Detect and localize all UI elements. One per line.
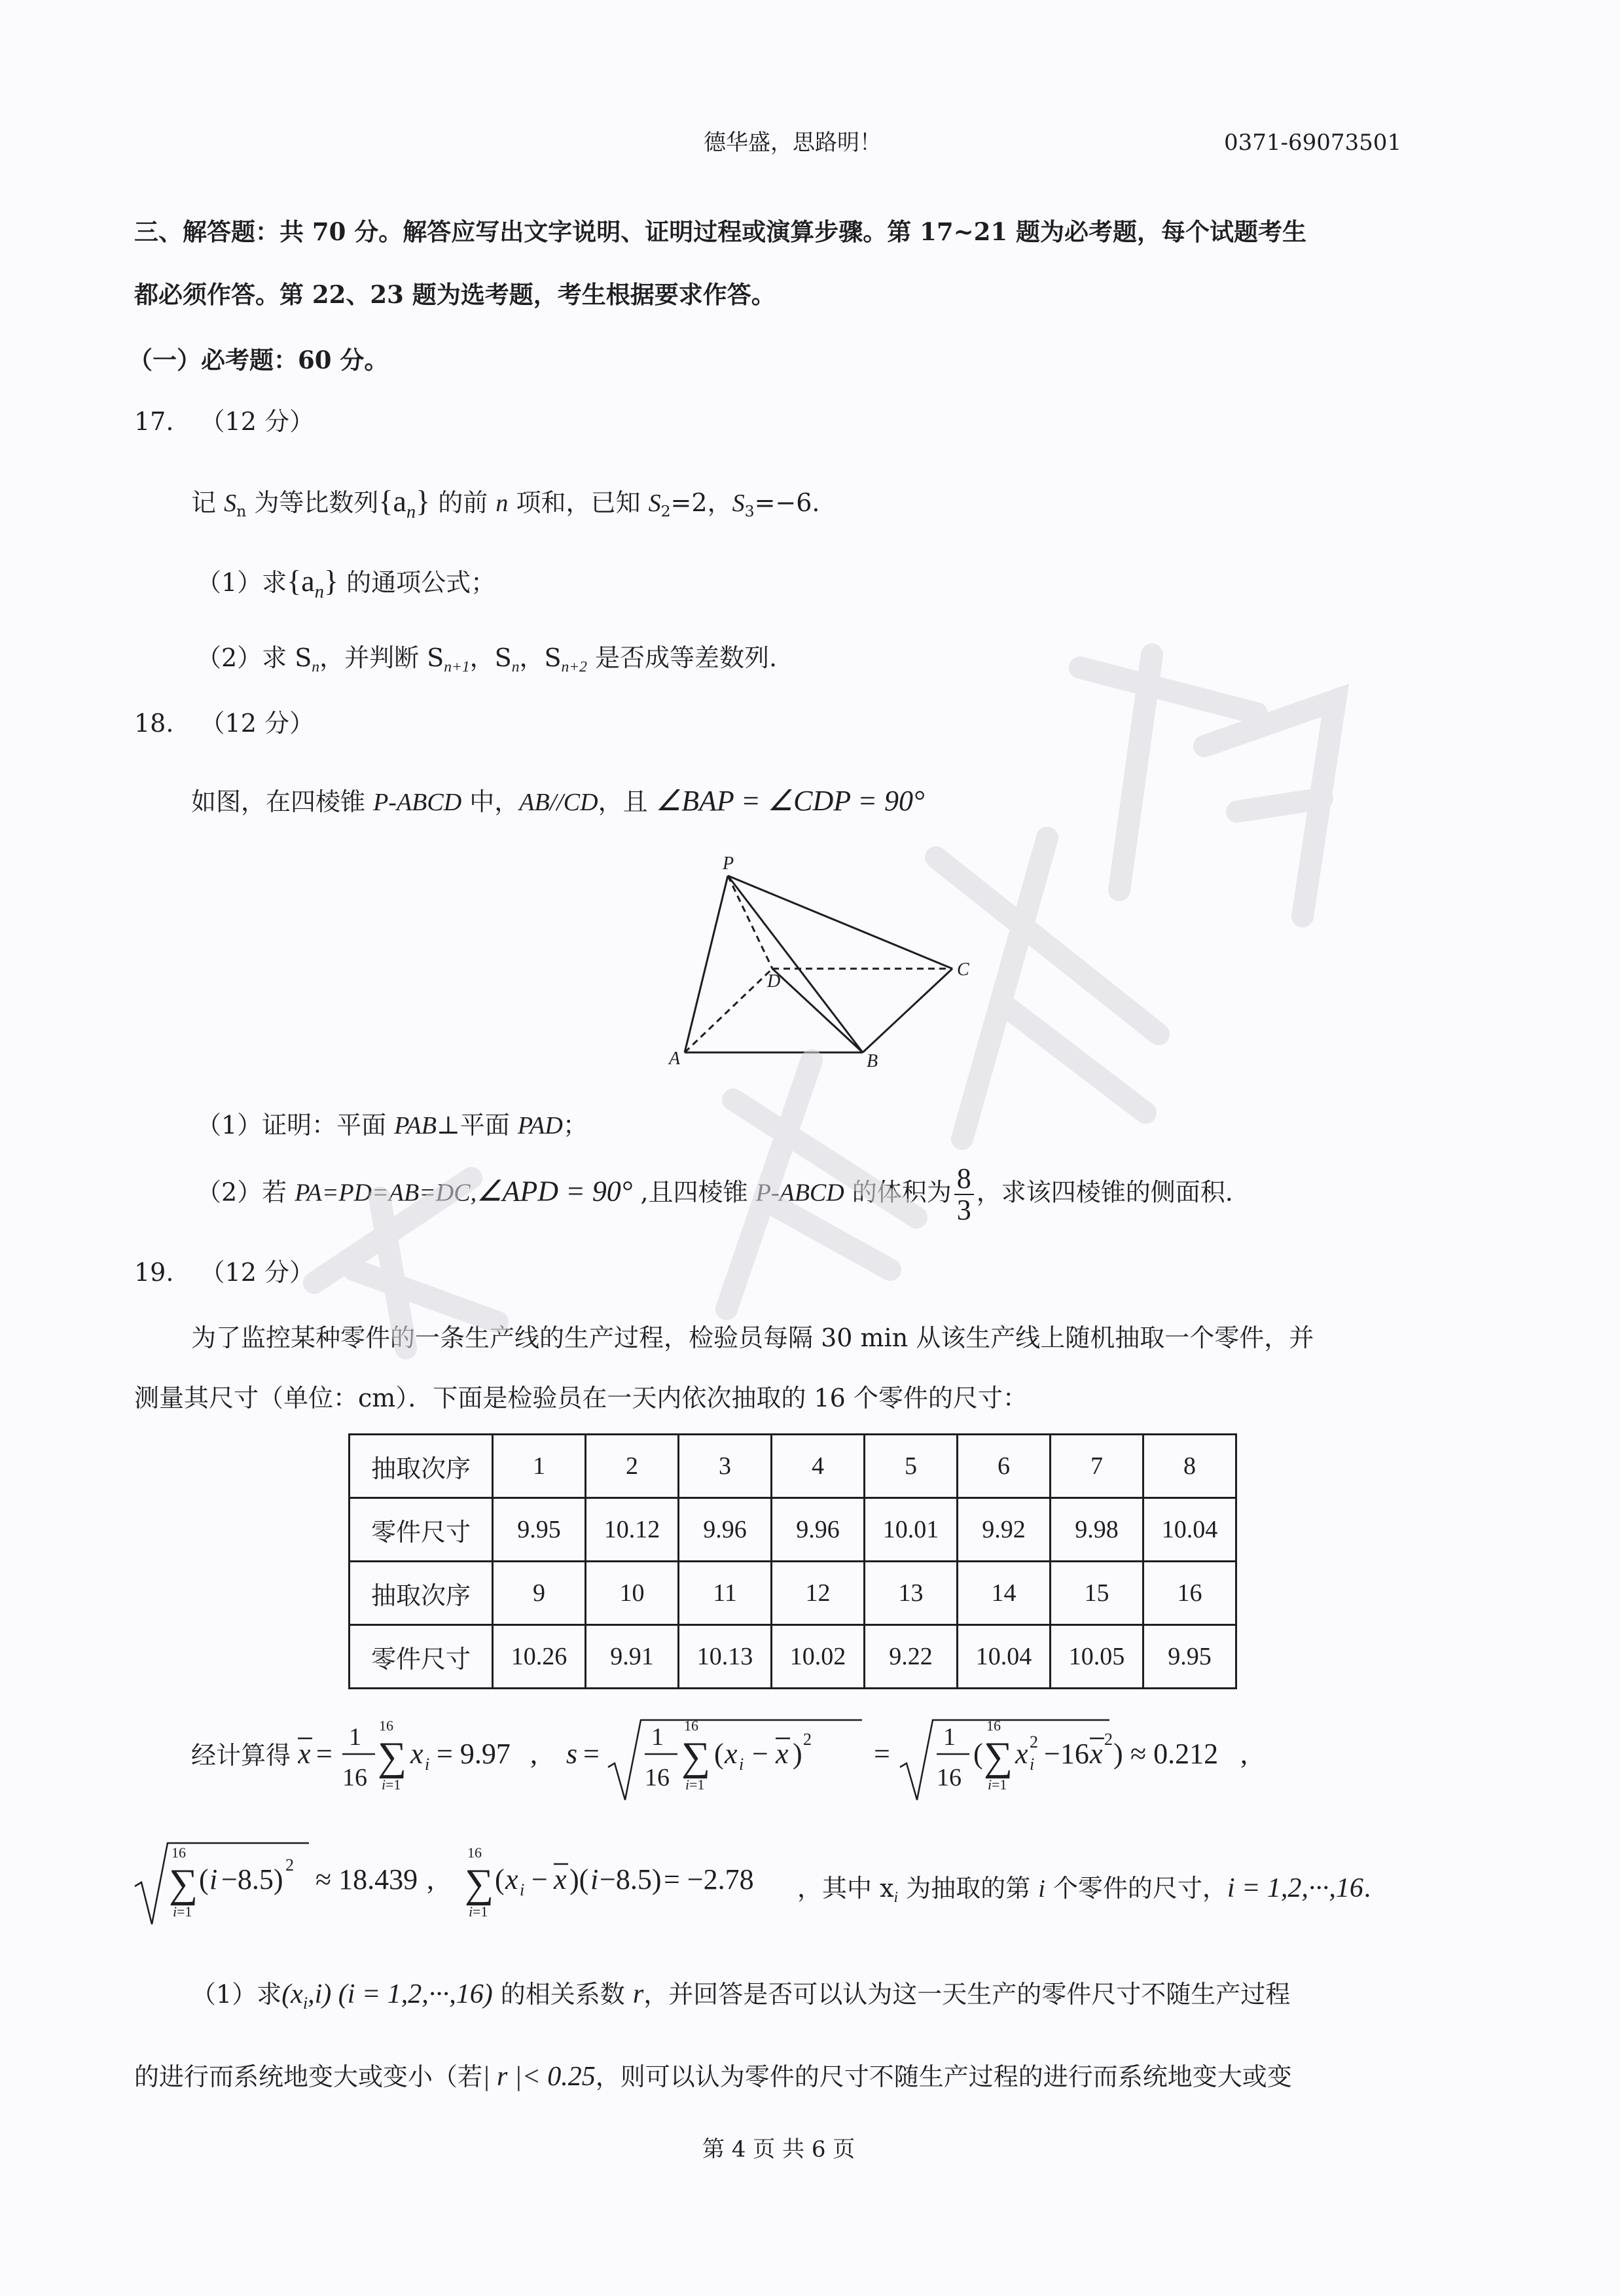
edge-PC bbox=[728, 876, 952, 969]
svg-text:i: i bbox=[209, 1863, 218, 1895]
q17-stem-text-a: 记 bbox=[191, 488, 225, 517]
edge-DB bbox=[772, 969, 863, 1052]
table-cell: 16 bbox=[1143, 1562, 1236, 1625]
label-P: P bbox=[723, 853, 734, 874]
table-row bbox=[350, 1562, 1236, 1625]
q18-pyramid-figure bbox=[655, 844, 995, 1073]
page-number: 第 4 页 共 6 页 bbox=[702, 2136, 855, 2162]
svg-text:=: = bbox=[316, 1738, 333, 1770]
edge-PA bbox=[685, 876, 728, 1052]
edge-AD-hidden bbox=[685, 969, 772, 1052]
svg-text:i: i bbox=[425, 1755, 430, 1774]
q17-stem-text-c: 的前 bbox=[430, 488, 496, 517]
q17-stem bbox=[191, 483, 820, 522]
edge-BC bbox=[863, 969, 952, 1052]
table-cell: 10 bbox=[586, 1562, 679, 1625]
table-cell: 10.13 bbox=[679, 1625, 772, 1689]
svg-text:2: 2 bbox=[285, 1856, 294, 1874]
table-cell: 9.95 bbox=[1143, 1625, 1236, 1689]
q19-stem-line2: 测量其尺寸（单位：cm）．下面是检验员在一天内依次抽取的 16 个零件的尺寸： bbox=[134, 1384, 1028, 1412]
svg-text:16: 16 bbox=[171, 1844, 186, 1861]
table-cell: 10.04 bbox=[958, 1625, 1051, 1689]
table-cell: 9.22 bbox=[865, 1625, 958, 1689]
q17-s2-sub: 2 bbox=[660, 502, 671, 521]
svg-text:x: x bbox=[505, 1863, 518, 1895]
q18-part2: （2）若 PA=PD=AB=DC,∠APD = 90° ,且四棱锥 P-ABCD 的体积为 $\frac{8}{3}$ ，求该四棱锥的侧面积. bbox=[196, 1162, 1233, 1227]
table-cell: 13 bbox=[865, 1562, 958, 1625]
svg-text:=1: =1 bbox=[689, 1776, 705, 1793]
svg-text:−: − bbox=[752, 1738, 768, 1770]
q17-stem-text-d: 项和，已知 bbox=[508, 488, 649, 517]
table-cell: 2 bbox=[586, 1435, 679, 1498]
table-cell: 10.26 bbox=[493, 1625, 586, 1689]
q19-part1-line2: 的进行而系统地变大或变小（若| r |< 0.25，则可以认为零件的尺寸不随生产过程的进行而系统地变大或变 bbox=[134, 2062, 1292, 2092]
q17-stem-n: n bbox=[236, 502, 247, 521]
table-cell: 6 bbox=[958, 1435, 1051, 1498]
svg-text:16: 16 bbox=[684, 1717, 698, 1734]
q18-volume-fraction: $\frac{8}{3}$ bbox=[954, 1164, 974, 1225]
svg-text:−8.5): −8.5) bbox=[221, 1863, 283, 1895]
svg-text:i: i bbox=[469, 1903, 473, 1920]
svg-text:1: 1 bbox=[349, 1723, 361, 1751]
svg-text:(: ( bbox=[714, 1738, 724, 1770]
q17-s2-val: =2， bbox=[670, 488, 732, 517]
svg-text:i: i bbox=[685, 1776, 690, 1793]
section-instruction-line1: 三、解答题：共 70 分。解答应写出文字说明、证明过程或演算步骤。第 17~21 题为必考题，每个试题考生 bbox=[134, 217, 1306, 246]
svg-text:1: 1 bbox=[651, 1723, 664, 1751]
q17-header bbox=[134, 407, 314, 437]
svg-text:(: ( bbox=[973, 1738, 983, 1770]
table-row bbox=[350, 1625, 1236, 1689]
svg-text:x: x bbox=[776, 1738, 789, 1770]
svg-text:(: ( bbox=[495, 1863, 505, 1895]
header-slogan: 德华盛，思路明！ bbox=[704, 130, 882, 156]
table-cell: 9 bbox=[493, 1562, 586, 1625]
svg-text:∑: ∑ bbox=[984, 1734, 1013, 1779]
svg-text:i: i bbox=[520, 1880, 525, 1899]
q19-score: （12 分） bbox=[200, 1258, 314, 1287]
svg-text:): ) bbox=[1113, 1738, 1123, 1770]
svg-text:i: i bbox=[382, 1776, 386, 1793]
svg-text:16: 16 bbox=[467, 1844, 482, 1861]
svg-text:i: i bbox=[173, 1903, 177, 1920]
q19-s-value: ≈ 0.212 bbox=[1130, 1738, 1219, 1770]
q18-header bbox=[134, 709, 314, 739]
table-cell: 10.02 bbox=[772, 1625, 865, 1689]
table-cell: 9.92 bbox=[958, 1498, 1051, 1562]
q19-number: 19. bbox=[134, 1258, 174, 1287]
q17-part1-text-b: 的通项公式； bbox=[338, 568, 496, 597]
table-cell: 9.96 bbox=[772, 1498, 865, 1562]
svg-text:x: x bbox=[554, 1863, 567, 1895]
table-cell: 9.98 bbox=[1051, 1498, 1143, 1562]
table-cell: 14 bbox=[958, 1562, 1051, 1625]
section-instruction-line2: 都必须作答。第 22、23 题为选考题，考生根据要求作答。 bbox=[134, 280, 776, 309]
table-cell: 10.12 bbox=[586, 1498, 679, 1562]
q18-stem: 如图，在四棱锥 P-ABCD 中，AB//CD，且 ∠BAP = ∠CDP = 90° bbox=[191, 785, 925, 817]
svg-text:16: 16 bbox=[986, 1717, 1001, 1734]
svg-text:−16: −16 bbox=[1044, 1738, 1089, 1770]
label-D: D bbox=[767, 971, 781, 992]
svg-text:∑: ∑ bbox=[681, 1734, 711, 1779]
q17-stem-S: S bbox=[224, 490, 237, 517]
q19-stem-line1: 为了监控某种零件的一条生产线的生产过程，检验员每隔 30 min 从该生产线上随机抽取一个零件，并 bbox=[191, 1323, 1314, 1352]
svg-text:): ) bbox=[793, 1738, 802, 1770]
svg-text:i: i bbox=[988, 1776, 992, 1793]
table-cell: 9.95 bbox=[493, 1498, 586, 1562]
q19-formula-mean-and-sd bbox=[298, 1702, 1267, 1813]
q18-score: （12 分） bbox=[200, 709, 314, 738]
q17-s3-val: =−6. bbox=[754, 488, 820, 517]
svg-text:2: 2 bbox=[1104, 1730, 1113, 1749]
edge-PB bbox=[728, 876, 863, 1052]
label-B: B bbox=[867, 1051, 878, 1071]
row-label: 抽取次序 bbox=[350, 1435, 493, 1498]
table-cell: 9.91 bbox=[586, 1625, 679, 1689]
svg-text:2: 2 bbox=[803, 1730, 812, 1749]
q17-s3-sub: 3 bbox=[744, 502, 755, 521]
q17-score: （12 分） bbox=[200, 407, 314, 436]
q19-calc-prefix: 经计算得 bbox=[191, 1741, 291, 1770]
svg-text:−: − bbox=[531, 1863, 548, 1895]
q18-number: 18. bbox=[134, 709, 174, 738]
svg-text:x: x bbox=[410, 1738, 423, 1770]
label-C: C bbox=[957, 960, 969, 980]
svg-text:,: , bbox=[427, 1863, 434, 1895]
svg-text:x: x bbox=[725, 1738, 738, 1770]
q17-part1-seq: $\{a_n\}$ bbox=[287, 564, 339, 602]
table-cell: 8 bbox=[1143, 1435, 1236, 1498]
q18-part1: （1）证明：平面 PAB⊥平面 PAD； bbox=[196, 1111, 588, 1139]
row-label: 抽取次序 bbox=[350, 1562, 493, 1625]
table-row bbox=[350, 1498, 1236, 1562]
svg-text:x: x bbox=[1015, 1738, 1028, 1770]
q17-part1 bbox=[196, 563, 496, 602]
svg-text:=1: =1 bbox=[992, 1776, 1007, 1793]
svg-text:=: = bbox=[874, 1738, 890, 1770]
row-label: 零件尺寸 bbox=[350, 1625, 493, 1689]
table-cell: 15 bbox=[1051, 1562, 1143, 1625]
svg-text:(: ( bbox=[199, 1863, 209, 1895]
q17-stem-text-b: 为等比数列 bbox=[246, 488, 379, 517]
svg-text:∑: ∑ bbox=[169, 1861, 198, 1906]
svg-text:16: 16 bbox=[645, 1764, 670, 1791]
svg-text:−8.5): −8.5) bbox=[600, 1863, 662, 1895]
table-cell: 7 bbox=[1051, 1435, 1143, 1498]
q18-angle-condition: ∠BAP = ∠CDP = 90° bbox=[655, 785, 925, 817]
row-label: 零件尺寸 bbox=[350, 1498, 493, 1562]
svg-text:i: i bbox=[1030, 1755, 1035, 1774]
q19-part1-line1: （1）求$(x_i,i) (i = 1,2,\cdot\cdot\cdot,16)$ 的相关系数 r，并回答是否可以认为这一天生产的零件尺寸不随生产过程 bbox=[191, 1979, 1291, 2013]
svg-text:i: i bbox=[739, 1755, 744, 1774]
section-subheading: （一）必考题：60 分。 bbox=[128, 346, 389, 374]
svg-text:=: = bbox=[583, 1738, 600, 1770]
q17-number: 17. bbox=[134, 407, 174, 436]
q17-seq: $\{a_n\}$ bbox=[378, 484, 431, 522]
svg-text:∑: ∑ bbox=[465, 1861, 494, 1906]
q19-formula-sums bbox=[131, 1826, 779, 1937]
table-cell: 10.01 bbox=[865, 1498, 958, 1562]
svg-text:∑: ∑ bbox=[378, 1734, 407, 1779]
svg-text:i: i bbox=[590, 1863, 599, 1895]
table-row bbox=[350, 1435, 1236, 1498]
q17-stem-n-var: n bbox=[495, 490, 509, 517]
svg-text:=1: =1 bbox=[386, 1776, 401, 1793]
svg-text:1: 1 bbox=[943, 1723, 956, 1751]
label-A: A bbox=[669, 1049, 681, 1069]
svg-text:16: 16 bbox=[937, 1764, 962, 1791]
table-cell: 4 bbox=[772, 1435, 865, 1498]
table-cell: 11 bbox=[679, 1562, 772, 1625]
header-phone: 0371-69073501 bbox=[1224, 130, 1402, 156]
q19-cov-value: = −2.78 bbox=[664, 1863, 754, 1895]
table-cell: 10.04 bbox=[1143, 1498, 1236, 1562]
svg-text:16: 16 bbox=[379, 1717, 393, 1734]
edge-PD-hidden bbox=[728, 876, 772, 969]
svg-text:x: x bbox=[1090, 1738, 1103, 1770]
svg-text:=1: =1 bbox=[177, 1903, 192, 1920]
table-cell: 10.05 bbox=[1051, 1625, 1143, 1689]
q17-s3: S bbox=[732, 490, 745, 517]
table-cell: 12 bbox=[772, 1562, 865, 1625]
q19-sum-tail: ，其中 $x_i$ 为抽取的第 i 个零件的尺寸，i = 1,2,···,16. bbox=[797, 1873, 1371, 1907]
svg-text:x: x bbox=[298, 1738, 311, 1770]
svg-text:)(: )( bbox=[569, 1863, 589, 1895]
svg-text:16: 16 bbox=[342, 1764, 367, 1791]
q17-s2: S bbox=[648, 490, 661, 517]
table-cell: 1 bbox=[493, 1435, 586, 1498]
q17-part1-text-a: （1）求 bbox=[196, 568, 287, 597]
q17-part2: （2）求 $S_n$，并判断 $S_{n+1}$，$S_n$，$S_{n+2}$ 是否成等差数列. bbox=[196, 643, 778, 676]
q19-sqrt-value: ≈ 18.439 bbox=[315, 1863, 418, 1895]
svg-text:,: , bbox=[530, 1738, 537, 1770]
table-cell: 9.96 bbox=[679, 1498, 772, 1562]
table-cell: 3 bbox=[679, 1435, 772, 1498]
svg-text:=1: =1 bbox=[473, 1903, 488, 1920]
table-cell: 5 bbox=[865, 1435, 958, 1498]
q19-data-table bbox=[348, 1433, 1237, 1689]
svg-text:s: s bbox=[566, 1738, 578, 1770]
q19-header bbox=[134, 1258, 314, 1288]
svg-text:,: , bbox=[1240, 1738, 1248, 1770]
svg-text:2: 2 bbox=[1030, 1732, 1038, 1751]
q19-xbar-value: = 9.97 bbox=[437, 1738, 511, 1770]
